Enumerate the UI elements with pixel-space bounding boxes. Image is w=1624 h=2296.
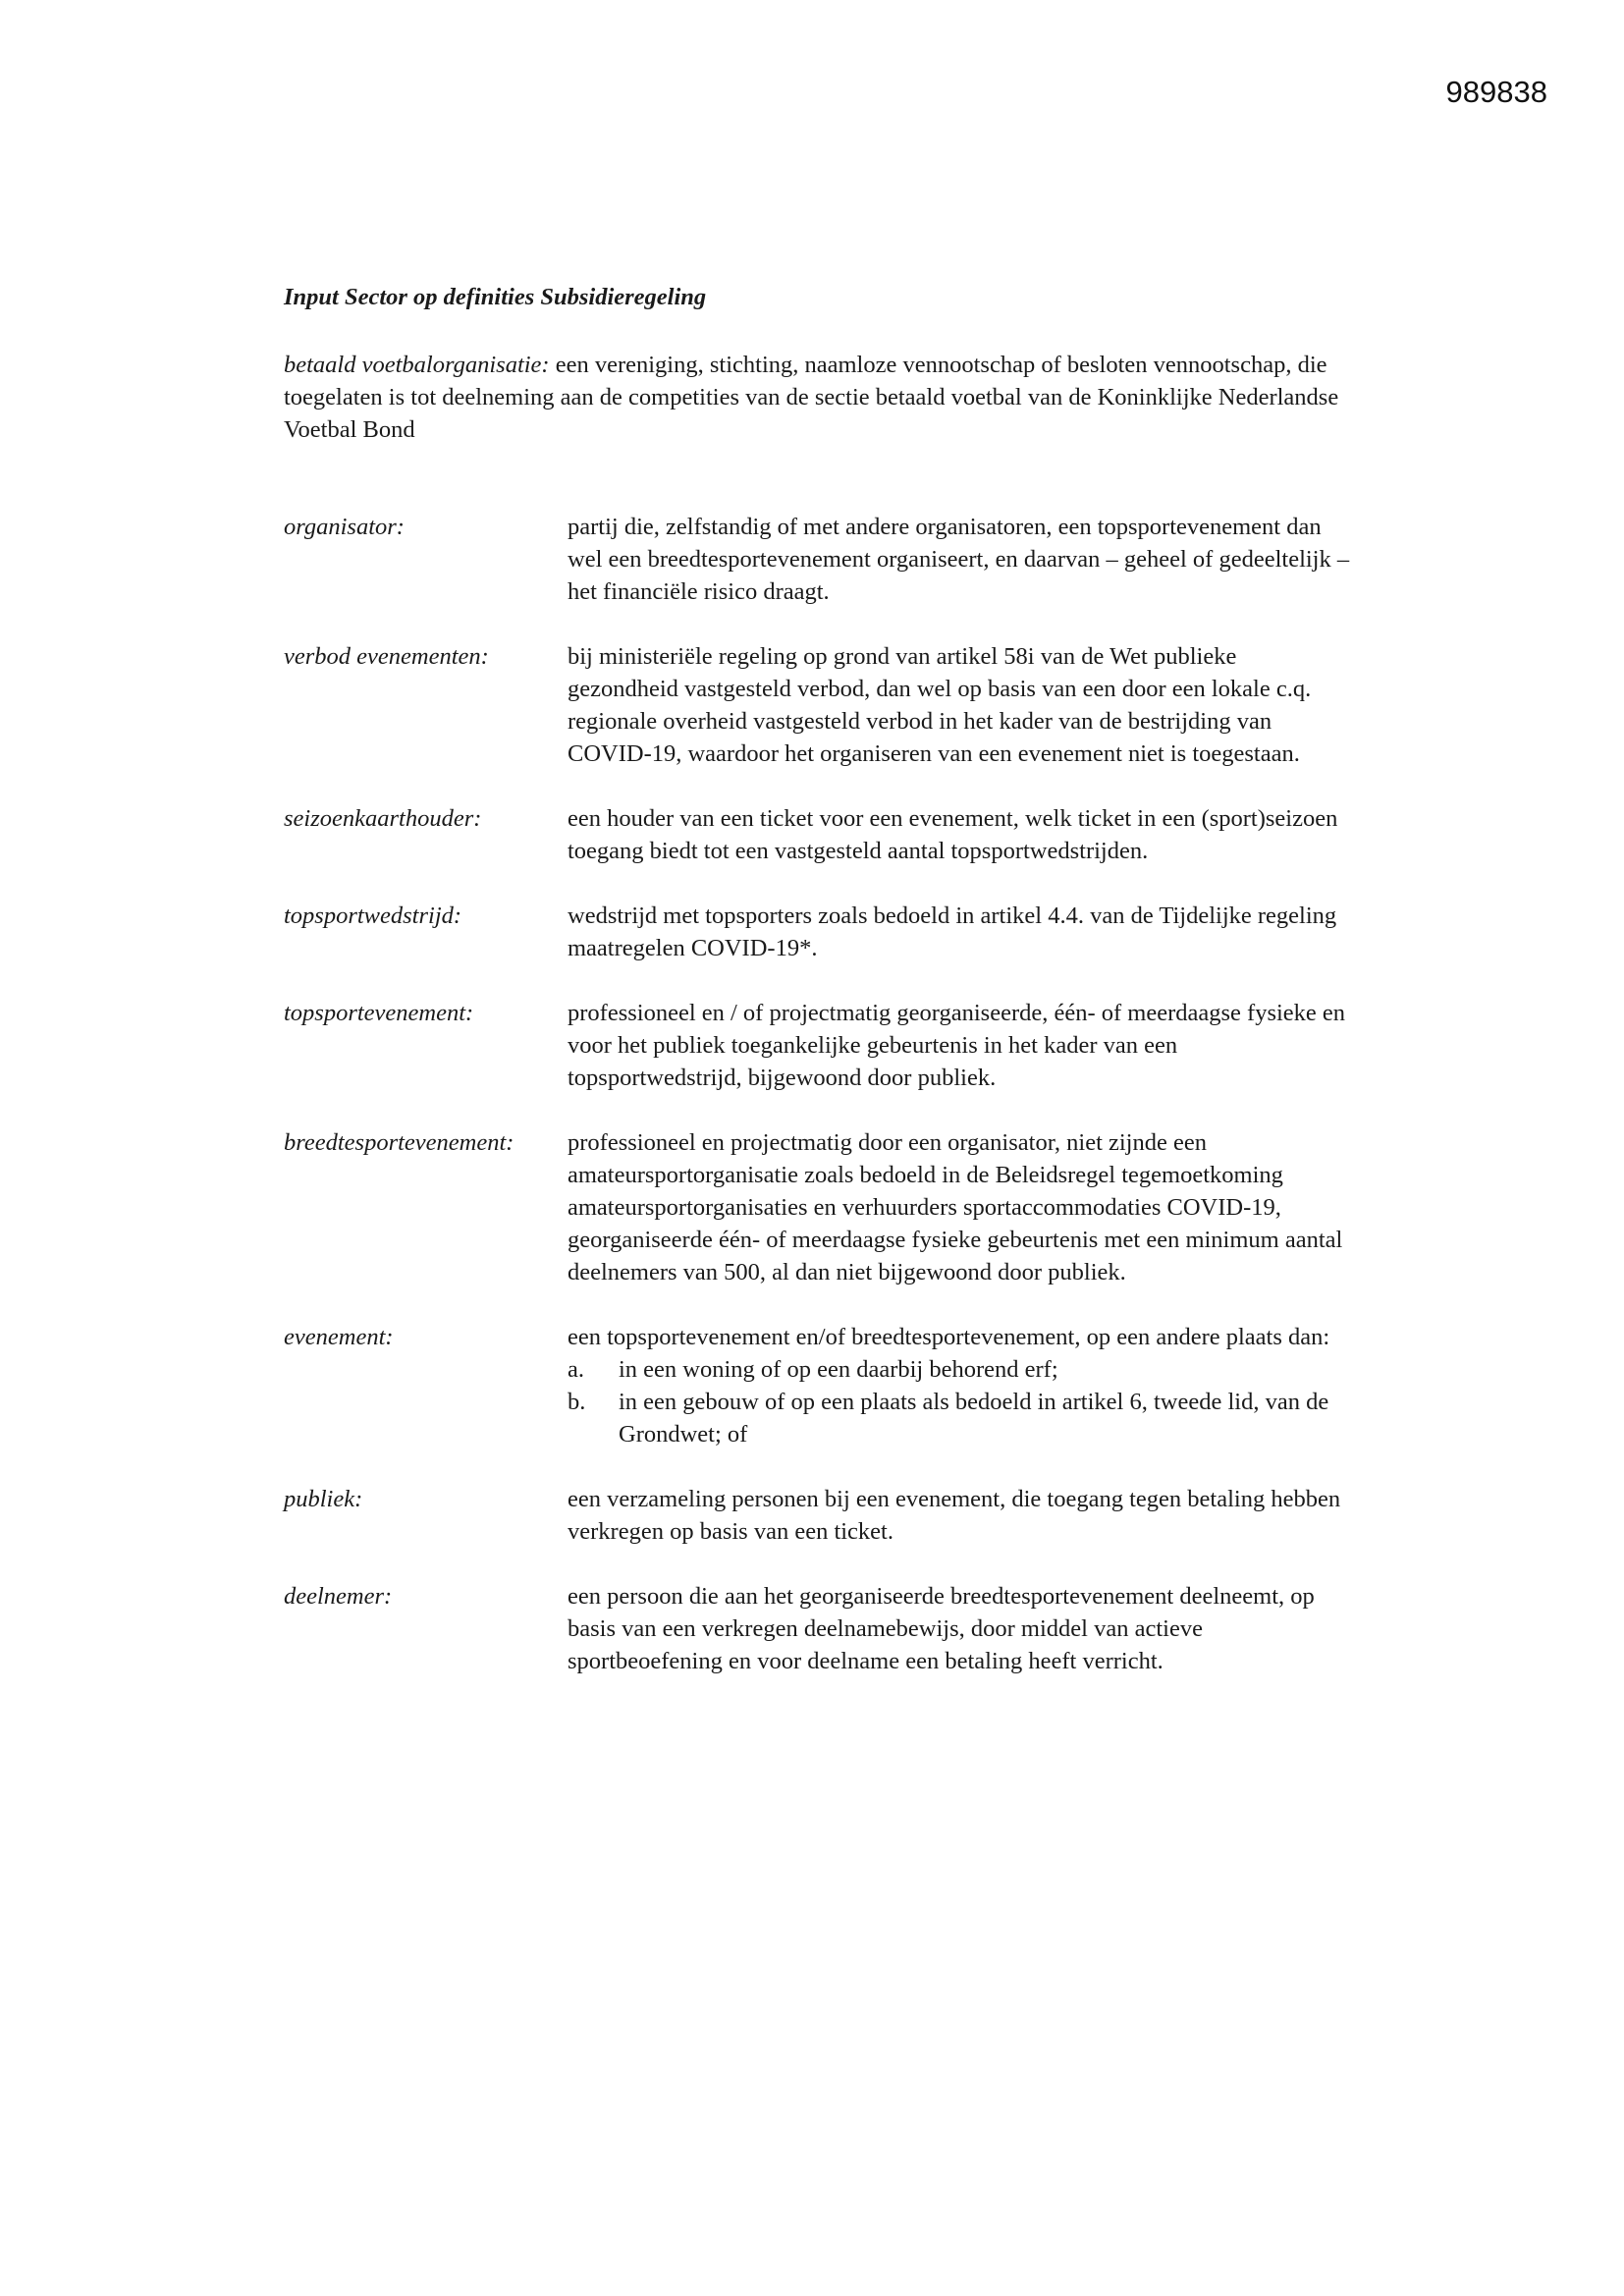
definition-row	[284, 1126, 1359, 1288]
definition-term: deelnemer:	[284, 1583, 393, 1610]
definition-body	[568, 900, 1353, 964]
definition-text: professioneel en / of projectmatig georganiseerde, één- of meerdaagse fysieke en voor het publiek toegankelijke gebeurtenis in het kader van een topsportwedstrijd, bijgewoond door publiek.	[568, 1000, 1346, 1091]
definition-term: evenement:	[284, 1324, 394, 1350]
definition-row	[284, 802, 1359, 867]
definition-text: partij die, zelfstandig of met andere organisatoren, een topsportevenement dan wel een breedtesportevenement organiseert, en daarvan – geheel of gedeeltelijk – het financiële risico draagt.	[568, 514, 1350, 605]
definition-body	[568, 1321, 1353, 1450]
definition-body	[568, 997, 1353, 1094]
definition-text: een houder van een ticket voor een evenement, welk ticket in een (sport)seizoen toegang biedt tot een vastgesteld aantal topsportwedstrijden.	[568, 805, 1338, 864]
intro-text: een vereniging, stichting, naamloze vennootschap of besloten vennootschap, die toegelaten is tot deelneming aan de competities van de sectie betaald voetbal van de Koninklijke Nederlandse Voetbal Bond	[284, 352, 1339, 443]
definition-body	[568, 640, 1353, 770]
definition-text: professioneel en projectmatig door een organisator, niet zijnde een amateursportorganisatie zoals bedoeld in de Beleidsregel tegemoetkoming amateursportorganisaties en verhuurders sportaccommodaties COVID-19, georganiseerde één- of meerdaagse fysieke gebeurtenis met een minimum aantal deelnemers van 500, al dan niet bijgewoond door publiek.	[568, 1129, 1343, 1285]
definition-term: publiek:	[284, 1486, 363, 1512]
definition-body	[568, 802, 1353, 867]
definition-sublist-item	[568, 1353, 1353, 1386]
definition-text: een verzameling personen bij een evenement, die toegang tegen betaling hebben verkregen op basis van een ticket.	[568, 1486, 1341, 1545]
definition-sublist-item	[568, 1386, 1353, 1450]
definition-text: wedstrijd met topsporters zoals bedoeld in artikel 4.4. van de Tijdelijke regeling maatregelen COVID-19*.	[568, 902, 1337, 961]
definition-body	[568, 1126, 1353, 1288]
definition-body	[568, 1483, 1353, 1548]
definition-row	[284, 640, 1359, 770]
definition-row	[284, 997, 1359, 1094]
definition-term: breedtesportevenement:	[284, 1129, 514, 1156]
definition-term: organisator:	[284, 514, 405, 540]
definition-term: topsportevenement:	[284, 1000, 474, 1026]
definition-text: een topsportevenement en/of breedtesportevenement, op een andere plaats dan:	[568, 1324, 1330, 1350]
definition-body	[568, 1580, 1353, 1677]
definitions-list	[284, 511, 1359, 1677]
document-content	[284, 281, 1359, 1710]
list-item-text: in een woning of op een daarbij behorend erf;	[619, 1356, 1058, 1383]
definition-row	[284, 1483, 1359, 1548]
definition-row	[284, 511, 1359, 608]
definition-row	[284, 1580, 1359, 1677]
definition-sublist	[568, 1353, 1353, 1450]
definition-text: een persoon die aan het georganiseerde breedtesportevenement deelneemt, op basis van een verkregen deelnamebewijs, door middel van actieve sportbeoefening en voor deelname een betaling heeft verricht.	[568, 1583, 1315, 1674]
definition-term: seizoenkaarthouder:	[284, 805, 482, 832]
list-item-text: in een gebouw of op een plaats als bedoeld in artikel 6, tweede lid, van de Grondwet; of	[619, 1389, 1329, 1448]
document-id: 989838	[1445, 75, 1547, 109]
definition-row	[284, 900, 1359, 964]
definition-row	[284, 1321, 1359, 1450]
intro-definition	[284, 349, 1359, 446]
section-title: Input Sector op definities Subsidieregeling	[284, 284, 707, 310]
definition-term: topsportwedstrijd:	[284, 902, 462, 929]
list-marker: b.	[568, 1389, 586, 1415]
list-marker: a.	[568, 1356, 584, 1383]
definition-term: verbod evenementen:	[284, 643, 489, 670]
definition-text: bij ministeriële regeling op grond van artikel 58i van de Wet publieke gezondheid vastgesteld verbod, dan wel op basis van een door een lokale c.q. regionale overheid vastgesteld verbod in het kader van de bestrijding van COVID-19, waardoor het organiseren van een evenement niet is toegestaan.	[568, 643, 1312, 767]
intro-term: betaald voetbalorganisatie:	[284, 352, 550, 378]
definition-body	[568, 511, 1353, 608]
